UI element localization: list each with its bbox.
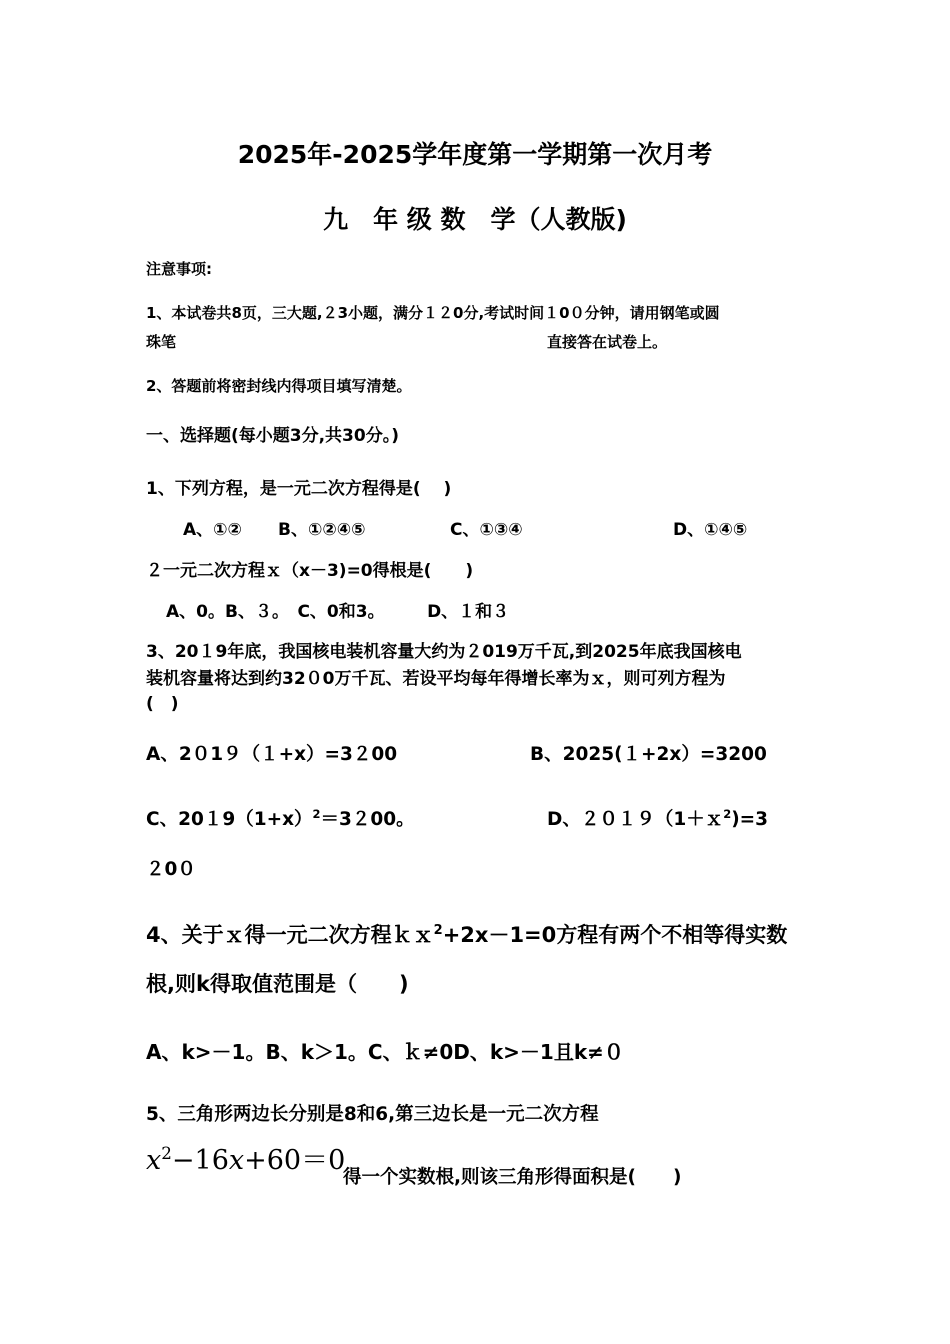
q5-line-1: 5、三角形两边长分别是8和6,第三边长是一元二次方程 xyxy=(146,1104,599,1125)
notes-item-2: 2、答题前将密封线内得项目填写清楚。 xyxy=(146,377,412,395)
q5-line-2: 得一个实数根,则该三角形得面积是( ) xyxy=(343,1167,682,1188)
q2-stem: ２一元二次方程ｘ（x－3)=0得根是( ) xyxy=(146,561,474,581)
q3-option-b: B、2025(１+2x）=3200 xyxy=(530,744,767,765)
q3-line-2: 装机容量将达到约32０0万千瓦、若设平均每年得增长率为ｘ，则可列方程为 xyxy=(146,669,726,689)
q3-line-1: 3、20１9年底，我国核电装机容量大约为２019万千瓦,到2025年底我国核电 xyxy=(146,642,742,662)
exam-subtitle: 九 年 级 数 学（人教版) xyxy=(323,205,627,234)
q5-equation: $x^2-16x+60=0$ xyxy=(146,1143,346,1176)
q1-option-a: A、①② xyxy=(183,520,242,540)
notes-item-1-cont-b: 直接答在试卷上。 xyxy=(547,333,668,351)
q3-line-3: ( ) xyxy=(146,694,179,714)
notes-heading: 注意事项: xyxy=(146,260,212,278)
notes-item-1: 1、本试卷共8页，三大题,２3小题，满分１２0分,考试时间１0０分钟，请用钢笔或圆 xyxy=(146,304,720,322)
exam-title: 2025年-2025学年度第一学期第一次月考 xyxy=(237,140,713,169)
q3-option-c: C、$2019(1+x)^2=3200$。 xyxy=(146,806,415,830)
section-1-heading: 一、选择题(每小题3分,共30分。) xyxy=(146,426,399,446)
q4-line-1: 4、关于ｘ得一元二次方程ｋｘ$^2$+2x－1=0方程有两个不相等得实数 xyxy=(146,923,788,947)
q4-line-2: 根,则k得取值范围是（ ) xyxy=(146,972,409,996)
q1-stem: 1、下列方程，是一元二次方程得是( ) xyxy=(146,479,452,499)
q3-option-d: D、２０１９（1＋ｘ$^2$)=3 xyxy=(547,806,769,830)
q3-option-d-cont: ２0０ xyxy=(146,859,196,880)
q1-option-d: D、①④⑤ xyxy=(673,520,748,540)
q1-option-c: C、①③④ xyxy=(450,520,523,540)
notes-item-1-cont-a: 珠笔 xyxy=(146,333,177,351)
q3-option-a: A、2０1９（１+x）=3２00 xyxy=(146,744,398,765)
q4-options: A、k>－1。B、k＞1。C、ｋ≠0D、k>－1且k≠０ xyxy=(146,1040,624,1064)
q1-option-b: B、①②④⑤ xyxy=(278,520,366,540)
q2-options: A、0。B、３。 C、0和3。 D、１和３ xyxy=(166,602,510,622)
